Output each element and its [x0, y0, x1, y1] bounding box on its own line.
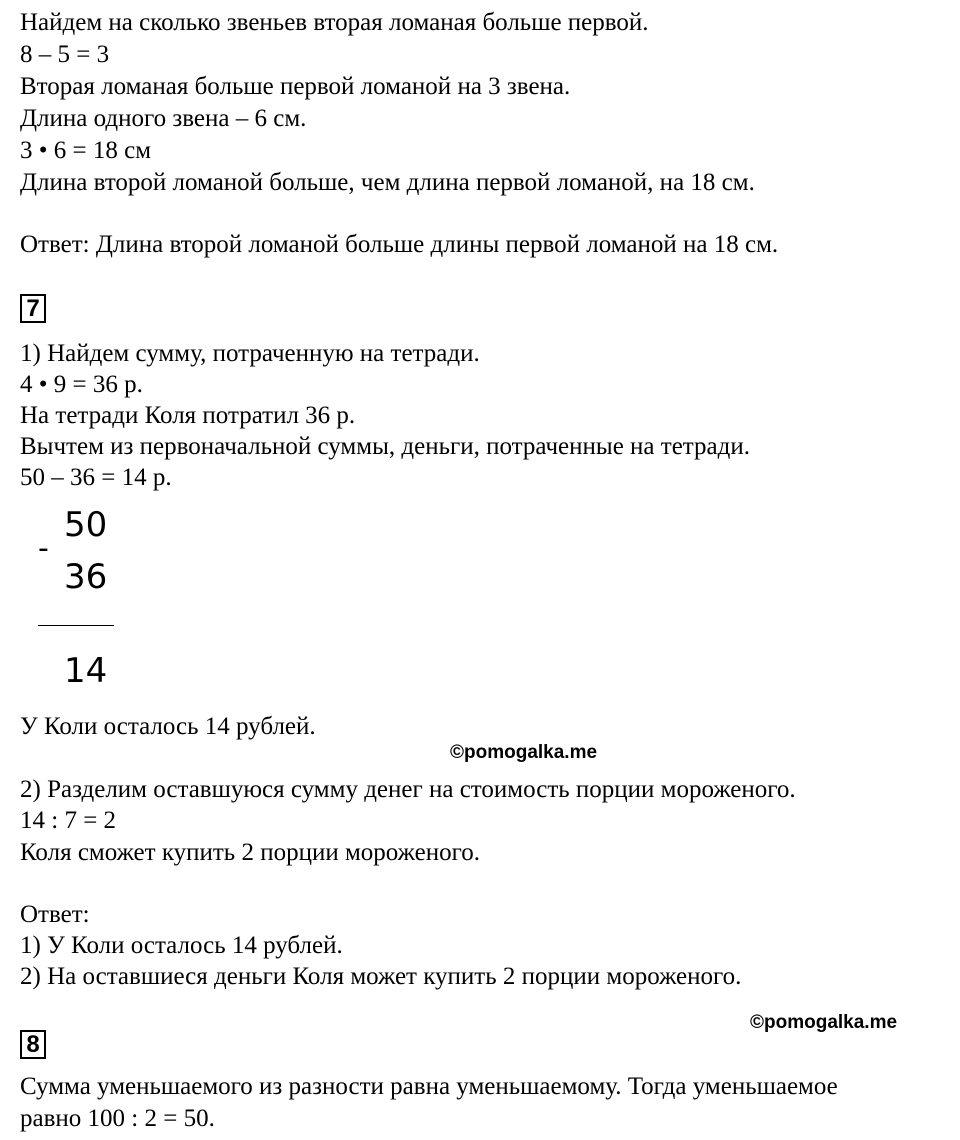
task7-part2-line-3: Коля сможет купить 2 порции мороженого.	[20, 839, 480, 866]
task8-line-2: равно 100 : 2 = 50.	[20, 1105, 215, 1132]
intro-line-1: Найдем на сколько звеньев вторая ломаная больше первой.	[20, 9, 649, 36]
minuend: 50	[64, 505, 108, 545]
task8-line-1: Сумма уменьшаемого из разности равна уменьшаемому. Тогда уменьшаемое	[20, 1073, 838, 1100]
intro-line-2: 8 – 5 = 3	[20, 41, 110, 68]
task7-part2-line-2: 14 : 7 = 2	[20, 807, 117, 834]
task7-line-3: На тетради Коля потратил 36 р.	[20, 402, 356, 429]
task7-answer-line-2: 2) На оставшиеся деньги Коля может купить 2 порции мороженого.	[20, 963, 742, 990]
intro-line-4: Длина одного звена – 6 см.	[20, 105, 307, 132]
task7-answer-line-1: 1) У Коли осталось 14 рублей.	[20, 932, 343, 959]
task7-line-2: 4 • 9 = 36 р.	[20, 371, 143, 398]
task7-part2-line-1: 2) Разделим оставшуюся сумму денег на стоимость порции мороженого.	[20, 776, 796, 803]
task7-answer-label: Ответ:	[20, 901, 90, 928]
intro-line-3: Вторая ломаная больше первой ломаной на 3 звена.	[20, 73, 571, 100]
watermark-2: ©pomogalka.me	[750, 1012, 898, 1033]
minus-sign: -	[38, 531, 49, 566]
task-8-number-box: 8	[20, 1030, 46, 1059]
task7-line-4: Вычтем из первоначальной суммы, деньги, потраченные на тетради.	[20, 433, 750, 460]
watermark-1: ©pomogalka.me	[450, 742, 598, 763]
task7-line-1: 1) Найдем сумму, потраченную на тетради.	[20, 340, 480, 367]
intro-line-5: 3 • 6 = 18 см	[20, 137, 152, 164]
task7-line-5: 50 – 36 = 14 р.	[20, 464, 172, 491]
subtrahend: 36	[64, 557, 108, 597]
task-7-number-box: 7	[20, 294, 46, 323]
result-rule	[38, 625, 114, 626]
intro-line-6: Длина второй ломаной больше, чем длина первой ломаной, на 18 см.	[20, 169, 755, 196]
difference: 14	[64, 651, 108, 691]
intro-answer: Ответ: Длина второй ломаной больше длины первой ломаной на 18 см.	[20, 231, 779, 258]
column-subtraction	[30, 505, 130, 700]
task7-after-calc: У Коли осталось 14 рублей.	[20, 713, 316, 740]
